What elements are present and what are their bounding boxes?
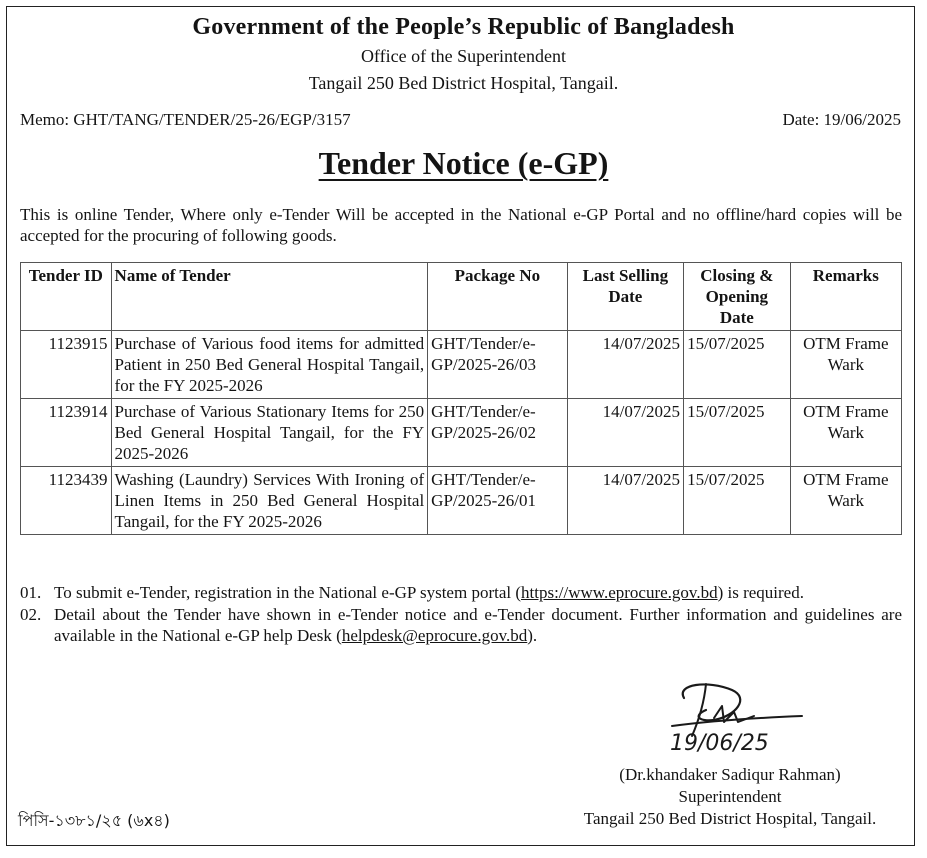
signature-block — [540, 764, 920, 830]
note-text — [54, 582, 902, 603]
closing-date-cell: 15/07/2025 — [684, 467, 791, 535]
table-header-row — [21, 263, 902, 331]
last-selling-date-cell: 14/07/2025 — [567, 399, 683, 467]
table-row — [21, 399, 902, 467]
government-heading: Government of the People’s Republic of Bangladesh — [192, 14, 735, 40]
notice-date: Date: 19/06/2025 — [782, 110, 901, 129]
note-number: 01. — [20, 583, 42, 602]
package-no-cell: GHT/Tender/e-GP/2025-26/01 — [428, 467, 567, 535]
print-reference: পিসি-১৩৮১/২৫ (৬x৪) — [18, 811, 170, 830]
note-text — [54, 604, 902, 646]
office-heading: Office of the Superintendent — [360, 46, 567, 66]
helpdesk-email-link[interactable]: helpdesk@eprocure.gov.bd — [341, 626, 528, 645]
eprocure-portal-link[interactable]: https://www.eprocure.gov.bd — [521, 583, 718, 602]
tender-id-cell: 1123439 — [21, 467, 112, 535]
header-package-no: Package No — [428, 263, 567, 331]
tender-table — [20, 262, 902, 535]
notes-list — [20, 582, 902, 647]
remarks-cell: OTM Frame Wark — [790, 331, 901, 399]
hospital-heading: Tangail 250 Bed District Hospital, Tangail. — [308, 73, 619, 93]
tender-name-cell: Washing (Laundry) Services With Ironing of Linen Items in 250 Bed General Hospital Tangail, for the FY 2025-2026 — [111, 467, 428, 535]
closing-date-cell: 15/07/2025 — [684, 399, 791, 467]
header-tender-id: Tender ID — [21, 263, 112, 331]
table-row — [21, 467, 902, 535]
handwritten-signature — [662, 676, 812, 756]
signatory-office: Tangail 250 Bed District Hospital, Tangail. — [583, 809, 877, 828]
note-item — [20, 604, 902, 646]
tender-id-cell: 1123915 — [21, 331, 112, 399]
header-remarks: Remarks — [790, 263, 901, 331]
header-name-of-tender: Name of Tender — [111, 263, 428, 331]
tender-id-cell: 1123914 — [21, 399, 112, 467]
handwritten-date: 19/06/25 — [670, 731, 769, 756]
package-no-cell: GHT/Tender/e-GP/2025-26/02 — [428, 399, 567, 467]
note-item — [20, 582, 902, 603]
tender-name-cell: Purchase of Various food items for admitted Patient in 250 Bed General Hospital Tangail, for the FY 2025-2026 — [111, 331, 428, 399]
tender-name-cell: Purchase of Various Stationary Items for 250 Bed General Hospital Tangail, for the FY 2025-2026 — [111, 399, 428, 467]
last-selling-date-cell: 14/07/2025 — [567, 467, 683, 535]
intro-paragraph: This is online Tender, Where only e-Tender Will be accepted in the National e-GP Portal and no offline/hard copies will be accepted for the procuring of following goods. — [20, 205, 902, 245]
closing-date-cell: 15/07/2025 — [684, 331, 791, 399]
note-number: 02. — [20, 605, 42, 624]
signatory-name: (Dr.khandaker Sadiqur Rahman) — [619, 765, 841, 784]
remarks-cell: OTM Frame Wark — [790, 399, 901, 467]
last-selling-date-cell: 14/07/2025 — [567, 331, 683, 399]
header-last-selling-date: Last Selling Date — [567, 263, 683, 331]
note-text-before: To submit e-Tender, registration in the National e-GP system portal ( — [54, 583, 522, 602]
note-text-after: ). — [527, 626, 538, 645]
header-closing-opening-date: Closing & Opening Date — [684, 263, 791, 331]
package-no-cell: GHT/Tender/e-GP/2025-26/03 — [428, 331, 567, 399]
remarks-cell: OTM Frame Wark — [790, 467, 901, 535]
notice-title-text: Tender Notice (e-GP) — [318, 145, 609, 181]
note-text-after: ) is required. — [717, 583, 804, 602]
table-row — [21, 331, 902, 399]
memo-number: Memo: GHT/TANG/TENDER/25-26/EGP/3157 — [20, 110, 351, 129]
note-text-before: Detail about the Tender have shown in e-Tender notice and e-Tender document. Further information and guidelines are available in the National e-GP help Desk ( — [54, 605, 902, 645]
signatory-designation: Superintendent — [678, 787, 782, 806]
notice-title — [0, 145, 927, 182]
